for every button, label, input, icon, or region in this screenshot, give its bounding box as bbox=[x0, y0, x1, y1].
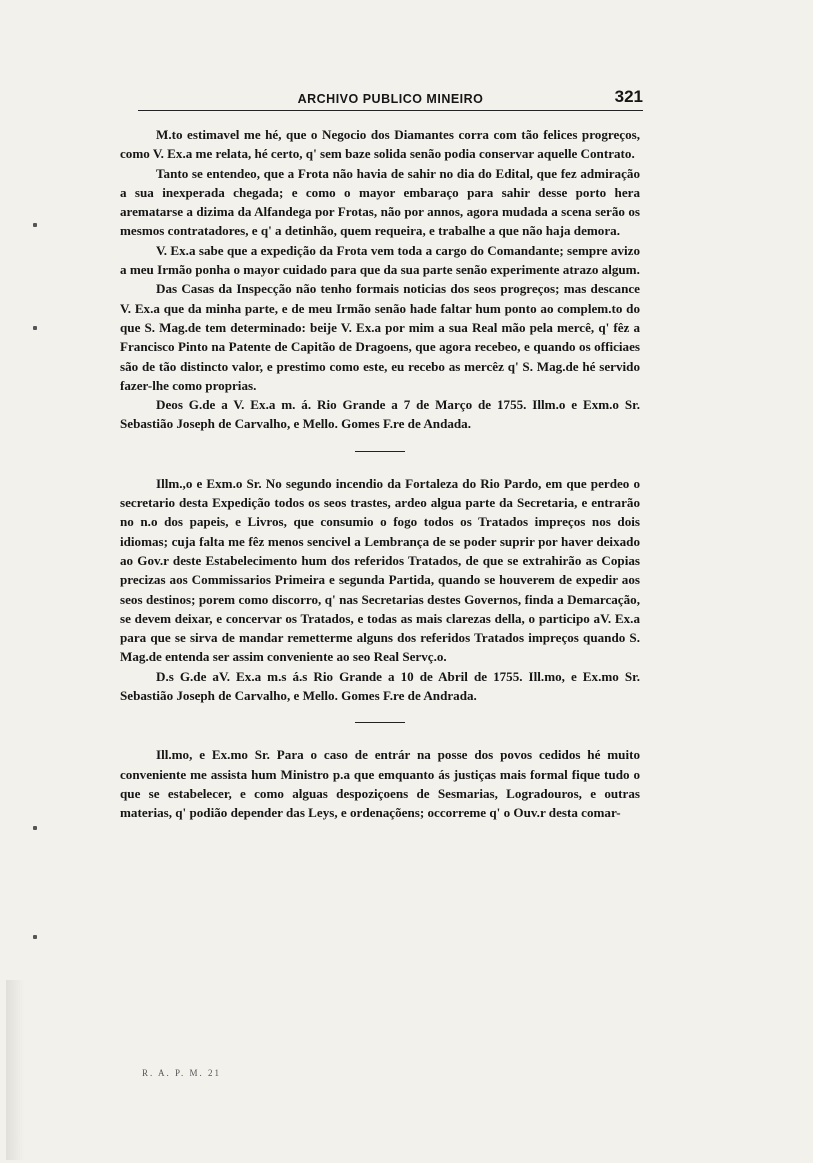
running-header bbox=[138, 88, 643, 111]
closing-paragraph: Deos G.de a V. Ex.a m. á. Rio Grande a 7 de Março de 1755. Illm.o e Exm.o Sr. Sebastião Joseph de Carvalho, e Mello. Gomes F.re de Andada. bbox=[120, 397, 640, 432]
letter-2 bbox=[120, 474, 640, 706]
margin-mark bbox=[33, 826, 37, 830]
page-number: 321 bbox=[614, 87, 643, 106]
page-binding-shadow bbox=[6, 980, 24, 1160]
letter-1 bbox=[120, 125, 640, 434]
margin-mark bbox=[33, 223, 37, 227]
paragraph: Illm.,o e Exm.o Sr. No segundo incendio da Fortaleza do Rio Pardo, em que perdeo o secretario desta Expedição todos os seos trastes, ardeo algua parte da Secretaria, e entrarão no n.o dos papeis, e Livros, que consumio o fogo todos os Tratados impreços nos dois idiomas; cuja falta me fêz menos sencivel a Lembrança de se poder suprir por haver deixado ao Gov.r deste Estabelecimento hum dos referidos Tratados, de que se extrahirão as Copias precizas aos Commissarios Primeira e segunda Partida, quando se houverem de expedir aos seos destinos; porem como discorro, q' nas Secretarias destes Governos, finda a Demarcação, se devem deixar, e concervar os Tratados, e todas as mais clarezas della, o participo aV. Ex.a para que se sirva de mandar remetterme alguns dos referidos Tratados impreços quando S. Mag.de entenda ser assim conveniente ao seo Real Servç.o. bbox=[120, 475, 640, 665]
section-divider bbox=[355, 451, 405, 452]
paragraph: Das Casas da Inspecção não tenho formais noticias dos seos progreços; mas descance V. Ex.a que da minha parte, e de meu Irmão senão hade faltar hum ponto ao complem.to do que S. Mag.de tem determinado: beije V. Ex.a por mim a sua Real mão pela mercê, q' fêz a Francisco Pinto na Patente de Capitão de Dragoens, que agora recebeo, e quando os officiaes são de tão distincto valor, e prestimo como este, eu recebo as mercêz q' S. Mag.de hé servido fazer-lhe como proprias. bbox=[120, 281, 640, 393]
document-body bbox=[120, 125, 640, 823]
footer-signature: R. A. P. M. 21 bbox=[142, 1068, 222, 1078]
paragraph: Tanto se entendeo, que a Frota não havia de sahir no dia do Edital, que fez admiração a sua inexperada chegada; e como o mayor embaraço para sahir desse porto hera arematarse a dizima da Alfandega por Frotas, não por annos, agora mudada a scena serão os mesmos contratadores, e q' a detinhão, quem requeira, e trabalhe a que não haja demora. bbox=[120, 165, 640, 239]
margin-mark bbox=[33, 935, 37, 939]
paragraph: Ill.mo, e Ex.mo Sr. Para o caso de entrár na posse dos povos cedidos hé muito conveniente me assista hum Ministro p.a que emquanto ás justiças mais formal fique tudo o que se estabelecer, e como alguas despoziçoens de Sesmarias, Logradouros, e outras materias, q' podião depender das Leys, e ordenaçõens; occorreme q' o Ouv.r desta comar- bbox=[120, 747, 640, 821]
margin-mark bbox=[33, 326, 37, 330]
letter-3 bbox=[120, 745, 640, 822]
paragraph: V. Ex.a sabe que a expedição da Frota vem toda a cargo do Comandante; sempre avizo a meu Irmão ponha o mayor cuidado para que da sua parte senão experimente atrazo algum. bbox=[120, 242, 640, 278]
closing-paragraph: D.s G.de aV. Ex.a m.s á.s Rio Grande a 10 de Abril de 1755. Ill.mo, e Ex.mo Sr. Sebastião Joseph de Carvalho, e Mello. Gomes F.re de Andrada. bbox=[120, 668, 640, 704]
header-title: ARCHIVO PUBLICO MINEIRO bbox=[297, 92, 484, 106]
section-divider bbox=[355, 722, 405, 723]
paragraph: M.to estimavel me hé, que o Negocio dos Diamantes corra com tão felices progreços, como V. Ex.a me relata, hé certo, q' sem baze solida senão podia conservar aquelle Contrato. bbox=[120, 127, 640, 162]
